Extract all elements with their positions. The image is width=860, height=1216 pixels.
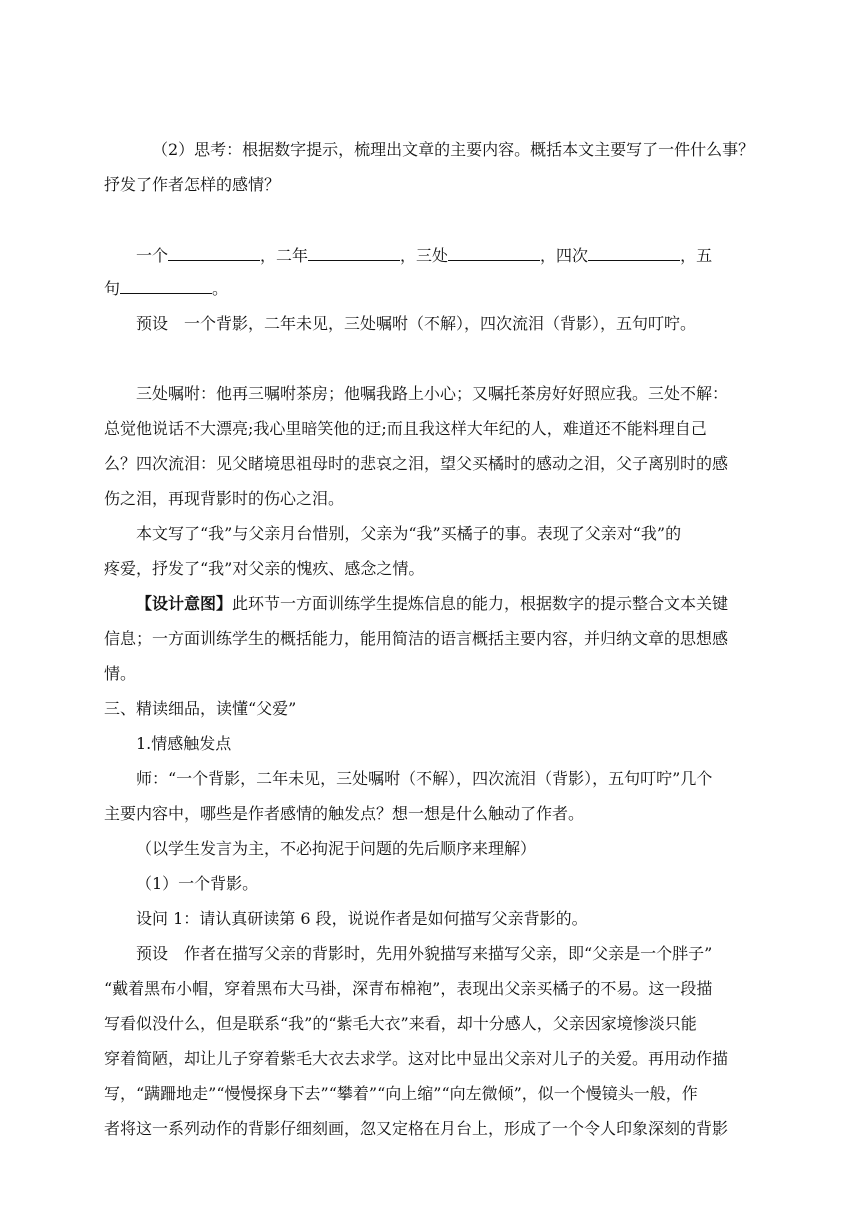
answer-blank — [588, 244, 680, 261]
fill-text: ，四次 — [540, 246, 589, 265]
teacher-line: 师：“一个背影，二年未见，三处嘱咐（不解），四次流泪（背影），五句叮咛”几个 — [136, 769, 713, 788]
summary-line: 疼爱，抒发了“我”对父亲的愧疚、感念之情。 — [104, 559, 425, 578]
fill-blank-line-2 — [104, 276, 228, 299]
design-intent-line: 信息；一方面训练学生的概括能力，能用简洁的语言概括主要内容，并归纳文章的思想感 — [104, 629, 729, 648]
detail-line: 么？四次流泪：见父睹境思祖母时的悲哀之泪，望父买橘时的感动之泪，父子离别时的感 — [104, 454, 729, 473]
teacher-line: 主要内容中，哪些是作者感情的触发点？想一想是什么触动了作者。 — [104, 804, 585, 823]
answer-blank — [448, 244, 540, 261]
preset-line: 者将这一系列动作的背影仔细刻画，忽又定格在月台上，形成了一个令人印象深刻的背影 — [104, 1119, 729, 1138]
section-heading: 三、精读细品，读懂“父爱” — [104, 699, 297, 718]
question-line: 设问 1：请认真研读第 6 段，说说作者是如何描写父亲背影的。 — [136, 909, 588, 928]
design-intent-text: 此环节一方面训练学生提炼信息的能力，根据数字的提示整合文本关键 — [232, 594, 729, 613]
preset-answer: 预设 一个背影，二年未见，三处嘱咐（不解），四次流泪（背影），五句叮咛。 — [136, 314, 697, 333]
note-line: （以学生发言为主，不必拘泥于问题的先后顺序来理解） — [136, 839, 537, 858]
preset-line: 写看似没什么，但是联系“我”的“紫毛大衣”来看，却十分感人，父亲因家境惨淡只能 — [104, 1014, 697, 1033]
think-question: （2）思考：根据数字提示，梳理出文章的主要内容。概括本文主要写了一件什么事？ — [152, 140, 755, 159]
fill-text: 句 — [104, 279, 121, 298]
detail-line: 三处嘱咐：他再三嘱咐茶房；他嘱我路上小心；又嘱托茶房好好照应我。三处不解： — [136, 384, 729, 403]
design-intent-line — [136, 591, 728, 614]
preset-line: 写，“蹒跚地走”“慢慢探身下去”“攀着”“向上缩”“向左微倾”，似一个慢镜头一般，作 — [104, 1084, 698, 1103]
subsection-heading: 1.情感触发点 — [136, 734, 232, 753]
preset-line: 预设 作者在描写父亲的背影时，先用外貌描写来描写父亲，即“父亲是一个胖子” — [136, 944, 713, 963]
preset-line: 穿着简陋，却让儿子穿着紫毛大衣去求学。这对比中显出父亲对儿子的关爱。再用动作描 — [104, 1049, 729, 1068]
detail-line: 总觉他说话不大漂亮;我心里暗笑他的迂;而且我这样大年纪的人，难道还不能料理自己 — [104, 419, 707, 438]
fill-text: ，二年 — [260, 246, 309, 265]
detail-line: 伤之泪，再现背影时的伤心之泪。 — [104, 489, 345, 508]
fill-text: ，三处 — [400, 246, 449, 265]
fill-text: ，五 — [680, 246, 713, 265]
think-question-cont: 抒发了作者怎样的感情？ — [104, 175, 281, 194]
fill-text: 一个 — [136, 246, 169, 265]
design-intent-label: 【设计意图】 — [136, 594, 233, 613]
summary-line: 本文写了“我”与父亲月台惜别，父亲为“我”买橘子的事。表现了父亲对“我”的 — [136, 524, 682, 543]
fill-text: 。 — [212, 279, 229, 298]
item-heading: （1）一个背影。 — [136, 874, 259, 893]
answer-blank — [120, 277, 212, 294]
fill-blank-line — [136, 243, 712, 266]
design-intent-line: 情。 — [104, 664, 137, 683]
answer-blank — [308, 244, 400, 261]
preset-line: “戴着黑布小帽，穿着黑布大马褂，深青布棉袍”，表现出父亲买橘子的不易。这一段描 — [104, 979, 713, 998]
answer-blank — [168, 244, 260, 261]
